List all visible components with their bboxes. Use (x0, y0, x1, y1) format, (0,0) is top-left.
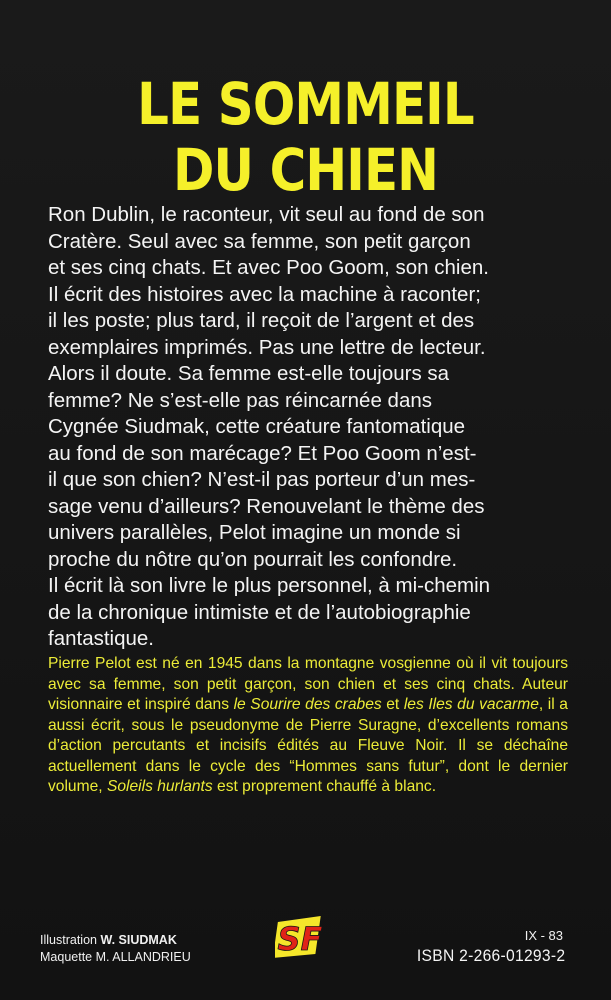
catalog-code: IX - 83 (524, 928, 563, 943)
title-line-2: DU CHIEN (172, 135, 439, 204)
summary-line: sage venu d’ailleurs? Renouvelant le thème des (48, 494, 485, 518)
sf-logo-icon (275, 914, 325, 960)
summary-line: fantastique. (48, 627, 154, 650)
title-line-1: LE SOMMEIL (137, 69, 474, 138)
book-title (43, 71, 568, 203)
summary-line: Il écrit des histoires avec la machine à raconter; (48, 282, 481, 306)
bio-text: , il a aussi écrit, sous le pseudonyme de Pierre Suragne, d’excellents romans d’action percutants et incisifs édités au Fleuve Noir. Il se déchaîne actuellement dans le cycle des “Hommes sans futur”, dont le dernier volume, (48, 696, 568, 795)
summary-line: de la chronique intimiste et de l’autobiographie (48, 600, 471, 624)
bio-book-title: le Sourire des crabes (233, 696, 382, 713)
bio-book-title: les Iles du vacarme (403, 696, 539, 713)
summary-line: au fond de son marécage? Et Poo Goom n’est- (48, 441, 477, 465)
maquette-credit: Maquette M. ALLANDRIEU (40, 950, 191, 964)
bio-text: et (381, 696, 404, 713)
summary-line: exemplaires imprimés. Pas une lettre de lecteur. (48, 335, 486, 359)
author-bio (48, 654, 568, 798)
summary-line: Il écrit là son livre le plus personnel, à mi-chemin (48, 574, 491, 597)
bio-text: Pierre Pelot est né en 1945 dans la montagne vosgienne où il vit toujours avec sa femme, son petit garçon, son chien et ses cinq chats. Auteur visionnaire et inspiré dans (48, 655, 568, 713)
book-summary (48, 202, 568, 653)
isbn-number: ISBN 2-266-01293-2 (416, 946, 565, 965)
bio-text: est proprement chauffé à blanc. (212, 778, 437, 795)
logo-letters: SF (277, 920, 323, 958)
summary-line: Cygnée Siudmak, cette créature fantomatique (48, 415, 466, 438)
summary-line: et ses cinq chats. Et avec Poo Goom, son chien. (48, 256, 489, 279)
illustration-credit (40, 932, 191, 949)
summary-line: univers parallèles, Pelot imagine un monde si (48, 521, 461, 544)
bio-book-title: Soleils hurlants (106, 778, 213, 795)
cover-credits (40, 932, 191, 966)
summary-line: il que son chien? N’est-il pas porteur d’un mes- (48, 468, 476, 491)
summary-line: il les poste; plus tard, il reçoit de l’argent et des (48, 309, 475, 332)
summary-line: proche du nôtre qu’on pourrait les confondre. (48, 547, 458, 571)
summary-line: Cratère. Seul avec sa femme, son petit garçon (48, 229, 471, 253)
summary-line: femme? Ne s’est-elle pas réincarnée dans (48, 388, 432, 412)
summary-line: Ron Dublin, le raconteur, vit seul au fond de son (48, 203, 485, 226)
illustration-label: Illustration (40, 933, 97, 947)
illustrator-name: W. SIUDMAK (100, 933, 177, 947)
summary-line: Alors il doute. Sa femme est-elle toujours sa (48, 362, 450, 385)
